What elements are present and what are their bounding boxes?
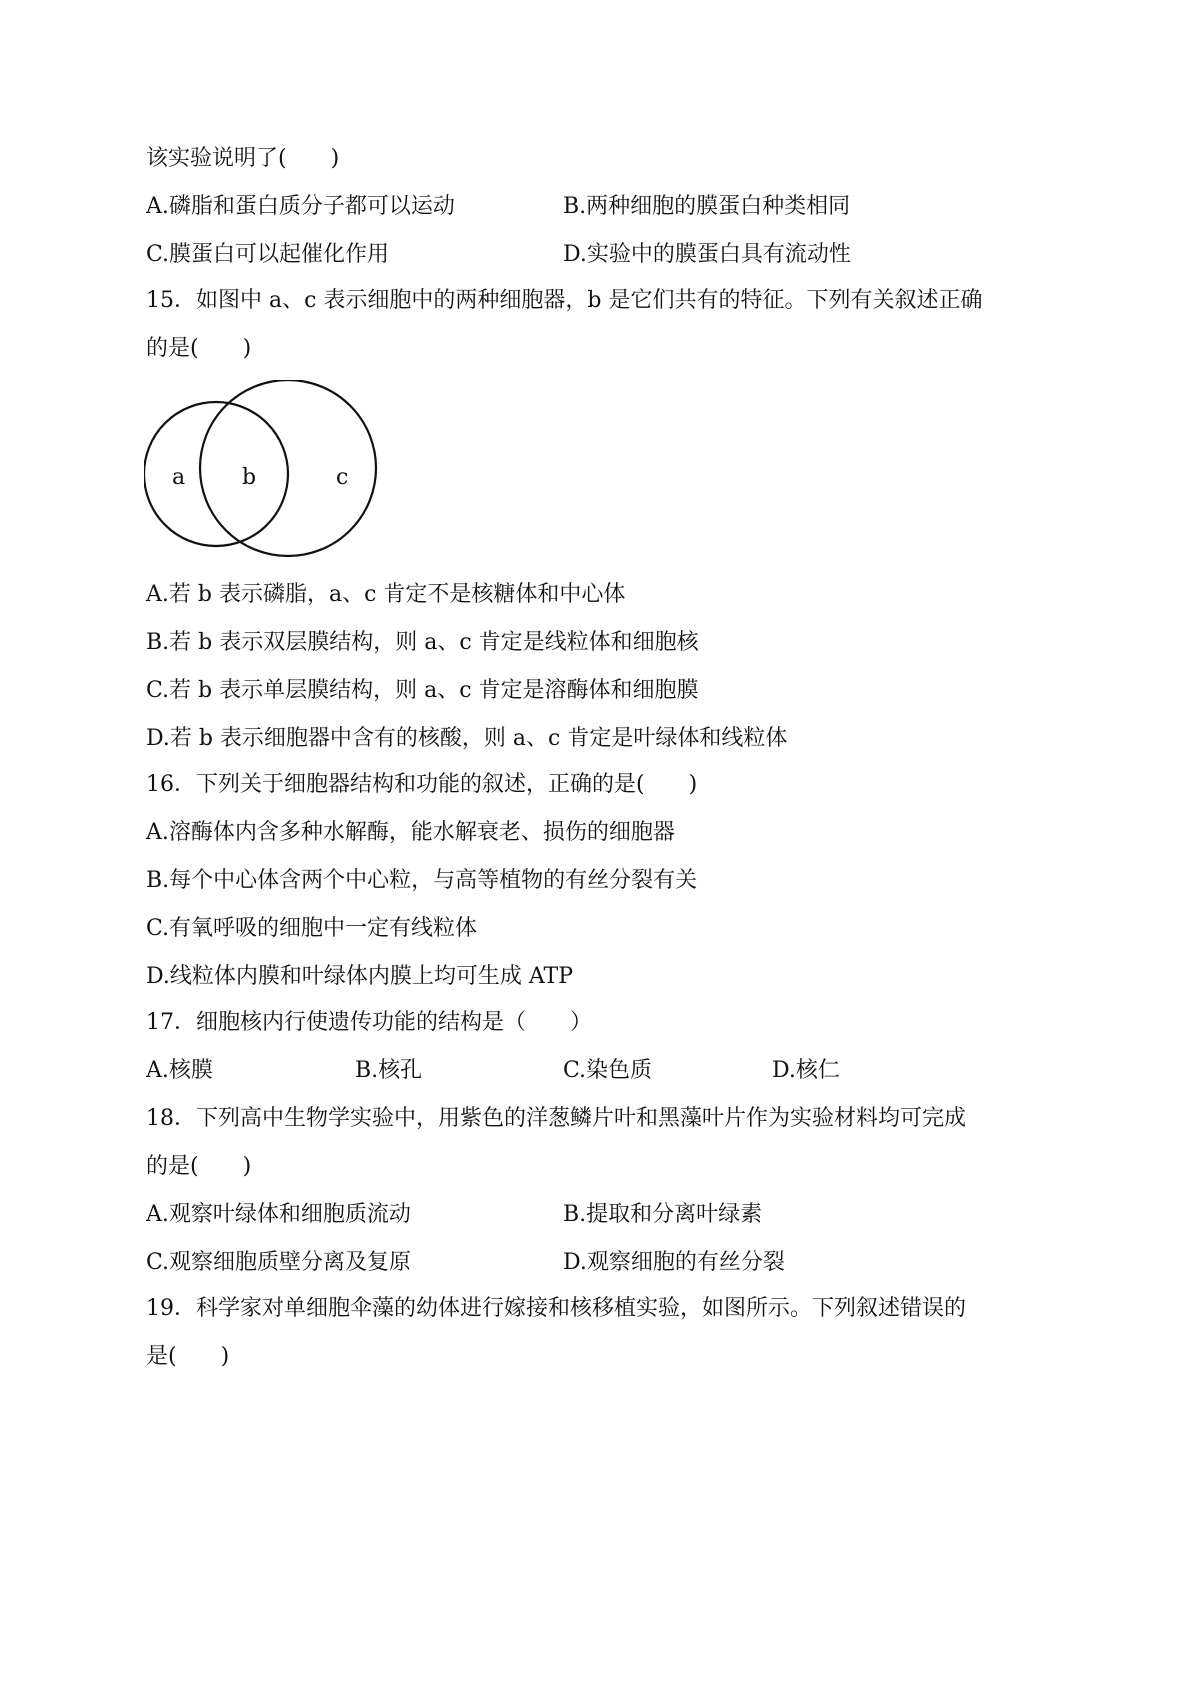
q18-option-d: D.观察细胞的有丝分裂: [563, 1250, 785, 1275]
q17-option-b: B.核孔: [355, 1058, 423, 1083]
circle-a: [144, 402, 288, 546]
q19-stem-line2: 是( ): [146, 1344, 230, 1369]
q14-option-b: B.两种细胞的膜蛋白种类相同: [563, 194, 851, 219]
label-c: c: [336, 465, 349, 490]
q15-stem-line1: 15．如图中 a、c 表示细胞中的两种细胞器，b 是它们共有的特征。下列有关叙述正确: [146, 288, 983, 313]
q14-option-a: A.磷脂和蛋白质分子都可以运动: [146, 194, 455, 219]
label-a: a: [172, 465, 186, 490]
q16-option-a: A.溶酶体内含多种水解酶，能水解衰老、损伤的细胞器: [146, 820, 675, 845]
q19-stem-line1: 19．科学家对单细胞伞藻的幼体进行嫁接和核移植实验，如图所示。下列叙述错误的: [146, 1296, 966, 1321]
q18-stem-line1: 18．下列高中生物学实验中，用紫色的洋葱鳞片叶和黑藻叶片作为实验材料均可完成: [146, 1106, 966, 1131]
q16-option-b: B.每个中心体含两个中心粒，与高等植物的有丝分裂有关: [146, 868, 698, 893]
venn-diagram: [144, 380, 384, 560]
q16-option-c: C.有氧呼吸的细胞中一定有线粒体: [146, 916, 478, 941]
q15-stem-line2: 的是( ): [146, 336, 252, 361]
q15-option-b: B.若 b 表示双层膜结构，则 a、c 肯定是线粒体和细胞核: [146, 630, 699, 655]
q16-option-d: D.线粒体内膜和叶绿体内膜上均可生成 ATP: [146, 964, 574, 989]
q18-stem-line2: 的是( ): [146, 1154, 252, 1179]
q16-stem: 16．下列关于细胞器结构和功能的叙述，正确的是( ): [146, 772, 698, 797]
q14-stem: 该实验说明了( ): [146, 146, 340, 171]
q15-option-d: D.若 b 表示细胞器中含有的核酸，则 a、c 肯定是叶绿体和线粒体: [146, 726, 788, 751]
q14-option-c: C.膜蛋白可以起催化作用: [146, 242, 390, 267]
label-b: b: [242, 465, 257, 490]
q15-option-c: C.若 b 表示单层膜结构，则 a、c 肯定是溶酶体和细胞膜: [146, 678, 699, 703]
q17-option-c: C.染色质: [563, 1058, 653, 1083]
q17-stem: 17．细胞核内行使遗传功能的结构是（ ）: [146, 1010, 592, 1035]
q18-option-a: A.观察叶绿体和细胞质流动: [146, 1202, 411, 1227]
q17-option-a: A.核膜: [146, 1058, 213, 1083]
q18-option-c: C.观察细胞质壁分离及复原: [146, 1250, 412, 1275]
q14-option-d: D.实验中的膜蛋白具有流动性: [563, 242, 851, 267]
q18-option-b: B.提取和分离叶绿素: [563, 1202, 763, 1227]
q17-option-d: D.核仁: [772, 1058, 840, 1083]
q15-option-a: A.若 b 表示磷脂，a、c 肯定不是核糖体和中心体: [146, 582, 626, 607]
